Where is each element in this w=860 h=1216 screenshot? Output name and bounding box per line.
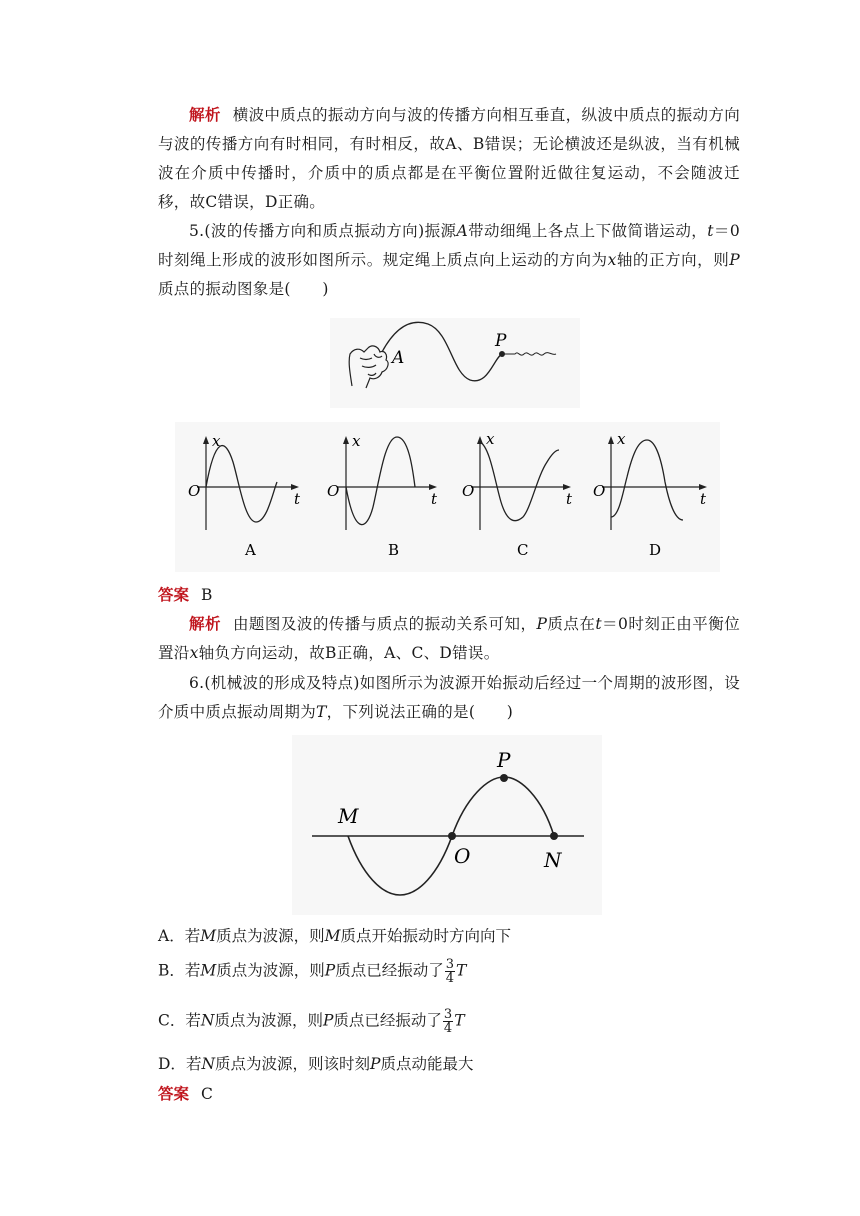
q6-answer xyxy=(158,1082,213,1106)
q5-number: 5. xyxy=(189,222,205,240)
svg-text:x: x xyxy=(352,432,361,450)
svg-text:O: O xyxy=(462,482,475,500)
label-p: P xyxy=(497,748,511,772)
svg-text:O: O xyxy=(327,482,340,500)
option-d: D．若N质点为波源，则该时刻P质点动能最大 xyxy=(158,1055,474,1073)
svg-text:x: x xyxy=(212,432,221,450)
q5-topic: (波的传播方向和质点振动方向) xyxy=(204,222,425,240)
svg-text:x: x xyxy=(617,430,626,448)
rope-label-p: P xyxy=(495,331,507,351)
analysis-text: 横波中质点的振动方向与波的传播方向相互垂直，纵波中质点的振动方向与波的传播方向有时相同，有时相反，故A、B错误；无论横波还是纵波，当有机械波在介质中传播时，介质中的质点都是在平衡位置附近做往复运动，不会随波迁移，故C错误，D正确。 xyxy=(158,106,740,211)
answer-label: 答案 xyxy=(158,585,190,604)
option-a: A．若M质点为波源，则M质点开始振动时方向向下 xyxy=(158,927,511,945)
graph-a-label: A xyxy=(245,541,256,559)
q6-number: 6. xyxy=(189,674,205,692)
fraction: $\frac{3}{4}$ xyxy=(443,1007,453,1036)
q5-answer-value: B xyxy=(201,586,213,604)
q4-analysis xyxy=(158,100,740,217)
point-p-dot xyxy=(500,774,508,782)
svg-text:t: t xyxy=(294,490,301,508)
q6-stem: 6.(机械波的形成及特点)如图所示为波源开始振动后经过一个周期的波形图，设介质中质点振动周期为T，下列说法正确的是( ) xyxy=(158,674,740,721)
rope-label-a: A xyxy=(392,348,405,368)
svg-text:O: O xyxy=(593,482,606,500)
svg-text:t: t xyxy=(566,490,573,508)
label-n: N xyxy=(544,848,562,872)
label-o: O xyxy=(454,844,471,868)
svg-text:t: t xyxy=(700,490,707,508)
label-m: M xyxy=(338,804,359,828)
analysis-label: 解析 xyxy=(189,105,221,124)
option-c: C．若N质点为波源，则P质点已经振动了 $\frac{3}{4}$ T xyxy=(158,1007,465,1036)
wave-figure xyxy=(292,735,602,915)
graph-c-label: C xyxy=(517,541,529,559)
svg-text:t: t xyxy=(431,490,438,508)
graph-d-label: D xyxy=(649,541,662,559)
option-b: B．若M质点为波源，则P质点已经振动了 $\frac{3}{4}$ T xyxy=(158,957,467,986)
analysis-label: 解析 xyxy=(189,614,221,633)
fraction: $\frac{3}{4}$ xyxy=(445,957,455,986)
graph-b-label: B xyxy=(388,541,400,559)
q6-answer-value: C xyxy=(201,1085,213,1103)
q6-topic: (机械波的形成及特点) xyxy=(204,674,360,692)
rope-wave-figure xyxy=(330,318,580,408)
point-o-dot xyxy=(448,832,456,840)
answer-label: 答案 xyxy=(158,1084,190,1103)
vibration-graphs xyxy=(175,422,720,572)
point-n-dot xyxy=(550,832,558,840)
svg-text:O: O xyxy=(188,482,201,500)
q5-stem: 5.(波的传播方向和质点振动方向)振源A带动细绳上各点上下做简谐运动，t＝0时刻绳上形成的波形如图所示。规定绳上质点向上运动的方向为x轴的正方向，则P质点的振动图象是( ) xyxy=(158,222,740,298)
q5-answer xyxy=(158,583,212,607)
svg-text:x: x xyxy=(486,430,495,448)
q5-analysis: 解析 由题图及波的传播与质点的振动关系可知，P质点在t＝0时刻正由平衡位置沿x轴负方向运动，故B正确，A、C、D错误。 xyxy=(158,614,740,662)
